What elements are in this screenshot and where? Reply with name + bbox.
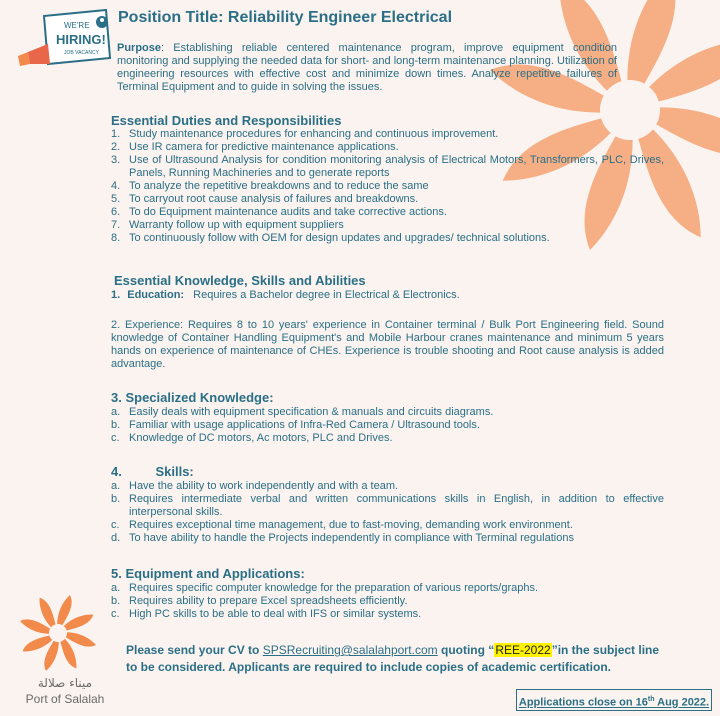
list-item: 1. Study maintenance procedures for enhancing and continuous improvement. <box>111 128 499 140</box>
email-link[interactable]: SPSRecruiting@salalahport.com <box>262 643 438 657</box>
close-sup: th <box>647 696 655 703</box>
experience-paragraph: 2. Experience: Requires 8 to 10 years' experience in Container terminal / Bulk Port Engineering field. Sound knowledge of Container Handling Equipment's and Mobile Harbour cranes maintenance and minimum 5 years hands on experience of maintenance of CHEs. Experience is trouble shooting and Root cause analysis is added advantage. <box>111 319 664 370</box>
list-item: a. Have the ability to work independently and with a team. <box>111 480 399 492</box>
cv-mid: quoting “ <box>437 643 495 657</box>
list-item: 5. To carryout root cause analysis of failures and breakdowns. <box>111 193 419 205</box>
list-item: 4. To analyze the repetitive breakdowns and to reduce the same <box>111 180 429 192</box>
reference-code: REE-2022 <box>495 643 551 657</box>
duties-heading: Essential Duties and Responsibilities <box>111 113 342 128</box>
duties-list <box>111 128 664 245</box>
hiring-badge <box>14 8 114 72</box>
list-item: b. Familiar with usage applications of Infra-Red Camera / Ultrasound tools. <box>111 419 480 431</box>
port-of-salalah-logo <box>10 595 120 706</box>
skills-title: Skills: <box>155 464 194 479</box>
education-line <box>111 289 664 302</box>
logo-english: Port of Salalah <box>25 692 105 706</box>
list-item: c. Knowledge of DC motors, Ac motors, PLC and Drives. <box>111 432 393 444</box>
list-item: b. Requires ability to prepare Excel spreadsheets efficiently. <box>111 595 408 607</box>
list-item: 3. Use of Ultrasound Analysis for condition monitoring analysis of Electrical Motors, Transformers, PLC, Drives, Panels, Running Machineries and to generate reports <box>111 154 664 179</box>
ksa-heading: Essential Knowledge, Skills and Abilities <box>114 273 366 288</box>
logo-arabic: ميناء صلالة <box>37 676 93 690</box>
skills-heading <box>111 464 194 479</box>
specialized-list <box>111 406 664 445</box>
cv-instructions <box>126 642 671 676</box>
close-post: Aug 2022. <box>654 696 710 709</box>
specialized-heading: 3. Specialized Knowledge: <box>111 390 274 405</box>
megaphone-icon <box>14 8 114 72</box>
list-item: c. High PC skills to be able to deal with IFS or similar systems. <box>111 608 422 620</box>
education-text: Requires a Bachelor degree in Electrical & Electronics. <box>193 289 460 301</box>
purpose-paragraph <box>117 42 617 94</box>
close-pre: Applications close on 16 <box>518 696 648 709</box>
list-item: 6. To do Equipment maintenance audits and take corrective actions. <box>111 206 447 218</box>
badge-line3: JOB VACANCY <box>64 50 99 56</box>
list-item: 2. Use IR camera for predictive maintenance applications. <box>111 141 399 153</box>
cv-post: ”in the subject line to be considered. Applicants are required to include copies of academic certification. <box>126 643 660 674</box>
badge-line1: WE'RE <box>64 21 90 30</box>
list-item: 8. To continuously follow with OEM for design updates and upgrades/ technical solutions. <box>111 232 550 244</box>
list-item: b. Requires intermediate verbal and written communications skills in English, in addition to effective interpersonal skills. <box>111 493 664 518</box>
purpose-text: : Establishing reliable centered maintenance program, improve equipment condition monitoring and supplying the needed data for short- and long-term maintenance planning. Utilization of engineering resources with effective cost and minimize down times. Analyze repetitive failures of Terminal Equipment and to guide in solving the issues. <box>117 42 617 93</box>
closing-date-box <box>516 689 712 711</box>
list-item: 7. Warranty follow up with equipment suppliers <box>111 219 344 231</box>
badge-line2: HIRING! <box>56 32 106 47</box>
education-label: Education: <box>127 289 185 301</box>
equipment-list <box>111 582 664 621</box>
list-item: a. Easily deals with equipment specification & manuals and circuits diagrams. <box>111 406 494 418</box>
skills-list <box>111 480 664 545</box>
list-item: c. Requires exceptional time management, due to fast-moving, demanding work environment. <box>111 519 573 531</box>
skills-number: 4. <box>111 464 122 479</box>
education-number: 1. <box>111 289 121 301</box>
purpose-label: Purpose <box>117 42 162 54</box>
list-item: d. To have ability to handle the Projects independently in compliance with Terminal regulations <box>111 532 574 544</box>
list-item: a. Requires specific computer knowledge for the preparation of various reports/graphs. <box>111 582 539 594</box>
page-title: Position Title: Reliability Engineer Electrical <box>118 9 453 26</box>
sun-flower-logo-icon <box>10 595 120 675</box>
equipment-heading: 5. Equipment and Applications: <box>111 566 305 581</box>
cv-pre: Please send your CV to <box>126 643 263 657</box>
